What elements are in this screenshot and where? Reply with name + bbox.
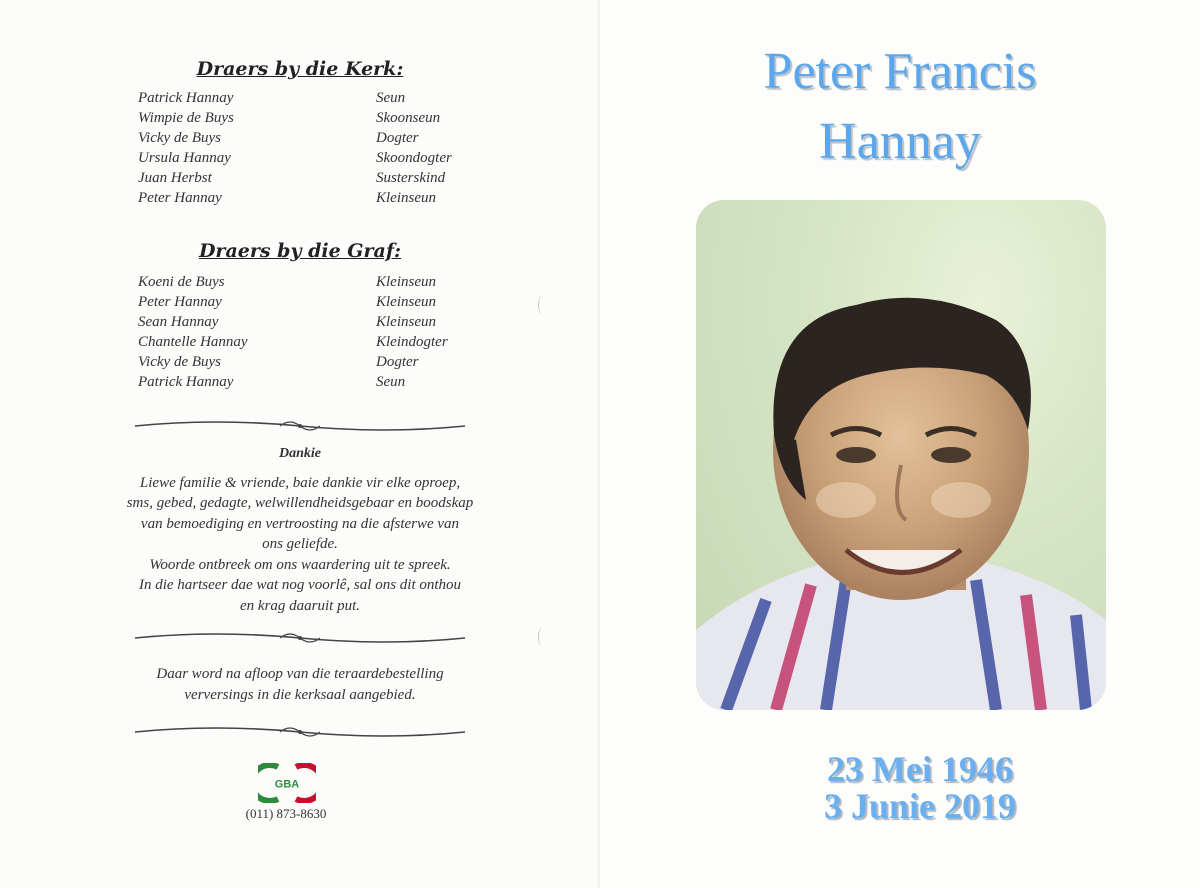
bearer-role: Susterskind: [376, 170, 446, 186]
grave-bearers-list: [138, 274, 498, 394]
grave-bearer-row: [138, 314, 498, 334]
bearer-name: Patrick Hannay: [138, 90, 234, 106]
bearer-role: Kleinseun: [376, 314, 436, 330]
punch-hole: [538, 296, 546, 314]
thanks-line: In die hartseer dae wat nog voorlê, sal ons dit onthou: [138, 577, 462, 593]
thanks-line: sms, gebed, gedagte, welwillendheidsgebaar en boodskap: [126, 495, 474, 511]
ornament-divider: [130, 628, 470, 648]
grave-bearer-row: [138, 274, 498, 294]
bearer-name: Wimpie de Buys: [138, 110, 234, 126]
ornament-divider: [130, 722, 470, 742]
name-line-2: Hannay: [819, 113, 981, 170]
grave-bearer-row: [138, 334, 498, 354]
ornament-divider: [130, 416, 470, 436]
church-bearer-row: [138, 190, 498, 210]
grave-bearer-row: [138, 374, 498, 394]
bearer-name: Ursula Hannay: [138, 150, 231, 166]
bearer-name: Sean Hannay: [138, 314, 219, 330]
bearer-role: Dogter: [376, 354, 419, 370]
logo-text: GBA: [274, 778, 300, 791]
grave-bearer-row: [138, 354, 498, 374]
portrait-illustration: [696, 200, 1106, 710]
bearer-role: Kleinseun: [376, 190, 436, 206]
thanks-line: Liewe familie & vriende, baie dankie vir elke oproep,: [139, 474, 461, 491]
thanks-line: en krag daaruit put.: [240, 597, 360, 614]
bearer-role: Kleinseun: [376, 274, 436, 290]
bearer-role: Seun: [376, 374, 406, 390]
bearer-role: Skoonseun: [376, 110, 441, 126]
refreshments-note: [90, 664, 510, 705]
bearer-name: Juan Herbst: [138, 170, 212, 186]
church-bearers-list: [138, 90, 498, 210]
name-line-1: Peter Francis: [763, 43, 1037, 100]
bearer-name: Vicky de Buys: [138, 130, 222, 146]
grave-bearers-heading-text: Draers by die Graf:: [198, 240, 402, 262]
church-bearer-row: [138, 110, 498, 130]
church-bearer-row: [138, 90, 498, 110]
bearer-role: Kleinseun: [376, 294, 436, 310]
thanks-title: Dankie: [279, 446, 321, 461]
thanks-line: Woorde ontbreek om ons waardering uit te spreek.: [149, 556, 451, 573]
church-bearer-row: [138, 130, 498, 150]
bearer-name: Koeni de Buys: [138, 274, 225, 290]
church-bearer-row: [138, 150, 498, 170]
thanks-line: ons geliefde.: [262, 536, 338, 552]
bearer-name: Vicky de Buys: [138, 354, 222, 370]
bearer-name: Patrick Hannay: [138, 374, 234, 390]
church-bearers-heading-text: Draers by die Kerk:: [196, 58, 404, 80]
refreshments-line: Daar word na afloop van die teraardebestelling: [156, 666, 444, 682]
phone-number: (011) 873-8630: [245, 806, 327, 821]
refreshments-line: verversings in die kerksaal aangebied.: [184, 686, 416, 703]
thanks-line: van bemoediging en vertroosting na die afsterwe van: [140, 515, 460, 532]
bearer-role: Seun: [376, 90, 406, 106]
bearer-name: Peter Hannay: [138, 190, 222, 206]
punch-hole: [538, 628, 546, 646]
birth-date: 23 Mei 1946: [827, 749, 1013, 789]
death-date: 3 Junie 2019: [823, 786, 1017, 826]
church-bearers-heading: [150, 58, 450, 80]
portrait-photo: [696, 200, 1106, 710]
grave-bearers-heading: [150, 240, 450, 262]
bearer-role: Dogter: [376, 130, 419, 146]
bearer-role: Kleindogter: [376, 334, 448, 350]
grave-bearer-row: [138, 294, 498, 314]
bearer-name: Chantelle Hannay: [138, 334, 248, 350]
bearer-name: Peter Hannay: [138, 294, 222, 310]
right-page: [600, 0, 1200, 888]
bearer-role: Skoondogter: [376, 150, 452, 166]
thanks-section: [90, 444, 510, 616]
church-bearer-row: [138, 170, 498, 190]
gba-logo: [258, 763, 316, 803]
